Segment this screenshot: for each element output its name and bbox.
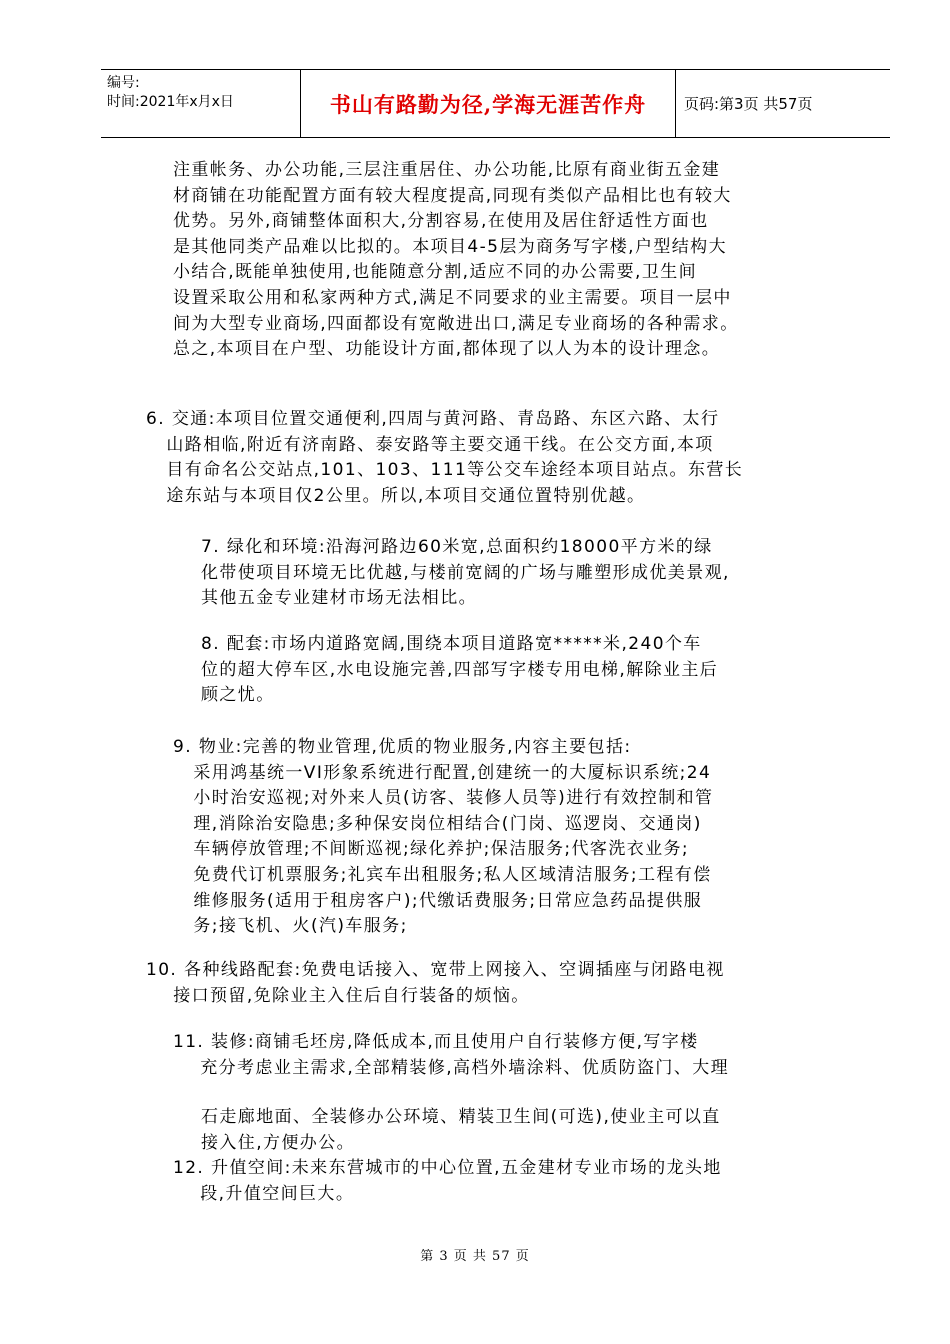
paragraph-6-transport: 6. 交通:本项目位置交通便利,四周与黄河路、青岛路、东区六路、太行 山路相临,附近有济南路、泰安路等主要交通干线。在公交方面,本项 目有命名公交站点,101、103、111等公交车途经本项目站点。东营长 途东站与本项目仅2公里。所以,本项目交通位置特别优越。	[146, 409, 744, 506]
header-meta	[101, 70, 301, 137]
paragraph-11-decoration: 11. 装修:商铺毛坯房,降低成本,而且使用户自行装修方便,写字楼 充分考虑业主需求,全部精装修,高档外墙涂料、优质防盗门、大理	[173, 1032, 730, 1078]
paragraph-12-appreciation: 12. 升值空间:未来东营城市的中心位置,五金建材专业市场的龙头地 段,升值空间巨大。	[173, 1158, 722, 1204]
paragraph-8-facilities: 8. 配套:市场内道路宽阔,围绕本项目道路宽*****米,240个车 位的超大停车区,水电设施完善,四部写字楼专用电梯,解除业主后 顾之忧。	[201, 634, 719, 706]
page-footer: 第 3 页 共 57 页	[420, 1249, 530, 1264]
header-page-info: 页码:第3页 共57页	[684, 95, 813, 113]
doc-number-label: 编号:	[107, 75, 140, 91]
paragraph-7-greening: 7. 绿化和环境:沿海河路边60米宽,总面积约18000平方米的绿 化带使项目环境无比优越,与楼前宽阔的广场与雕塑形成优美景观, 其他五金专业建材市场无法相比。	[201, 537, 730, 609]
paragraph-11-continued: 石走廊地面、全装修办公环境、精装卫生间(可选),使业主可以直 接入住,方便办公。	[201, 1107, 721, 1153]
page-header	[101, 69, 890, 138]
paragraph-10-wiring: 10. 各种线路配套:免费电话接入、宽带上网接入、空调插座与闭路电视 接口预留,免除业主入住后自行装备的烦恼。	[146, 960, 725, 1006]
header-motto: 书山有路勤为径,学海无涯苦作舟	[329, 91, 647, 117]
paragraph-9-property: 9. 物业:完善的物业管理,优质的物业服务,内容主要包括: 采用鸿基统一VI形象系统进行配置,创建统一的大厦标识系统;24 小时治安巡视;对外来人员(访客、装修人员等)进行有效控制和管 理,消除治安隐患;多种保安岗位相结合(门岗、巡逻岗、交通岗) 车辆停放管理;不间断巡视;绿化养护;保洁服务;代客洗衣业务; 免费代订机票服务;礼宾车出租服务;私人区域清洁服务;工程有偿 维修服务(适用于租房客户);代缴话费服务;日常应急药品提供服 务;接飞机、火(汽)车服务;	[173, 737, 714, 937]
paragraph-intro: 注重帐务、办公功能,三层注重居住、办公功能,比原有商业街五金建 材商铺在功能配置方面有较大程度提高,同现有类似产品相比也有较大 优势。另外,商铺整体面积大,分割容易,在使用及居住舒适性方面也 是其他同类产品难以比拟的。本项目4-5层为商务写字楼,户型结构大 小结合,既能单独使用,也能随意分割,适应不同的办公需要,卫生间 设置采取公用和私家两种方式,满足不同要求的业主需要。项目一层中 间为大型专业商场,四面都设有宽敞进出口,满足专业商场的各种需求。 总之,本项目在户型、功能设计方面,都体现了以人为本的设计理念。	[173, 160, 739, 360]
doc-date-label: 时间:2021年x月x日	[107, 94, 234, 110]
header-motto-cell	[301, 70, 676, 137]
